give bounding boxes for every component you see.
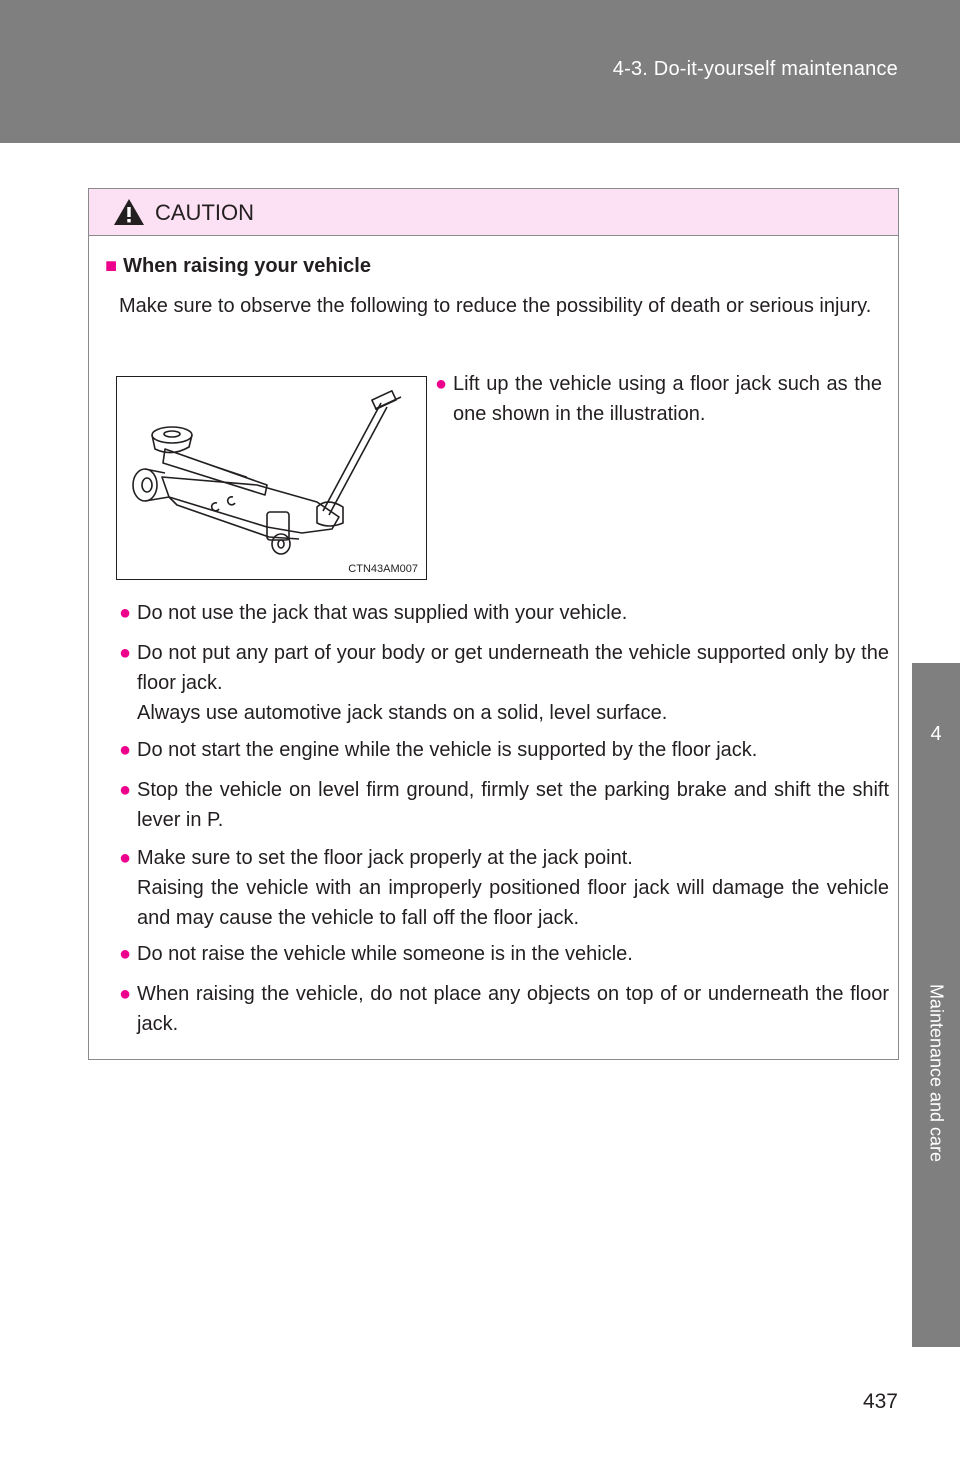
figure-code: CTN43AM007 bbox=[348, 563, 418, 575]
bullet-item bbox=[119, 735, 889, 765]
bullet-text: Raising the vehicle with an improperly positioned floor jack will damage the vehicle and may cause the vehicle to fall off the floor jack. bbox=[137, 877, 889, 929]
bullet-dot-icon: ● bbox=[119, 943, 132, 965]
bullet-dot-icon: ● bbox=[119, 983, 132, 1005]
bullet-text: When raising the vehicle, do not place any objects on top of or underneath the floor jack. bbox=[137, 983, 889, 1035]
caution-subheading bbox=[105, 255, 371, 278]
caution-box bbox=[88, 188, 899, 1060]
bullet-item bbox=[119, 775, 889, 835]
bullet-item bbox=[119, 939, 889, 969]
bullet-text: Do not put any part of your body or get underneath the vehicle supported only by the floor jack. bbox=[137, 642, 889, 694]
bullet-dot-icon: ● bbox=[119, 739, 132, 761]
bullet-dot-icon: ● bbox=[435, 373, 448, 395]
chapter-number: 4 bbox=[930, 723, 942, 745]
bullet-text: Make sure to set the floor jack properly at the jack point. bbox=[137, 847, 633, 869]
bullet-dot-icon: ● bbox=[119, 642, 132, 664]
caution-title: CAUTION bbox=[155, 200, 254, 225]
square-bullet-icon: ■ bbox=[105, 255, 118, 277]
bullet-item bbox=[119, 843, 889, 933]
warning-triangle-icon bbox=[113, 198, 145, 226]
bullet-text: Do not start the engine while the vehicle is supported by the floor jack. bbox=[137, 739, 758, 761]
subheading-text: When raising your vehicle bbox=[123, 255, 371, 277]
floor-jack-illustration bbox=[116, 376, 427, 580]
bullet-dot-icon: ● bbox=[119, 847, 132, 869]
section-title: 4-3. Do-it-yourself maintenance bbox=[612, 58, 898, 80]
bullet-dot-icon: ● bbox=[119, 779, 132, 801]
page-number: 437 bbox=[862, 1390, 898, 1413]
bullet-text: Do not raise the vehicle while someone is in the vehicle. bbox=[137, 943, 633, 965]
chapter-label: Maintenance and care bbox=[926, 984, 947, 1163]
bullet-item bbox=[119, 638, 889, 728]
floor-jack-icon bbox=[117, 377, 426, 579]
bullet-text: Always use automotive jack stands on a solid, level surface. bbox=[137, 702, 668, 724]
bullet-text: Stop the vehicle on level firm ground, firmly set the parking brake and shift the shift lever in P. bbox=[137, 779, 889, 831]
bullet-text: Do not use the jack that was supplied with your vehicle. bbox=[137, 602, 628, 624]
bullet-text: Lift up the vehicle using a floor jack such as the one shown in the illustration. bbox=[453, 373, 882, 425]
caution-header bbox=[89, 189, 898, 236]
bullet-item bbox=[119, 598, 889, 628]
chapter-side-tab bbox=[912, 663, 960, 1347]
bullet-item bbox=[435, 369, 882, 429]
bullet-dot-icon: ● bbox=[119, 602, 132, 624]
bullet-item bbox=[119, 979, 889, 1039]
page-header bbox=[0, 0, 960, 143]
caution-intro: Make sure to observe the following to reduce the possibility of death or serious injury. bbox=[119, 295, 872, 317]
